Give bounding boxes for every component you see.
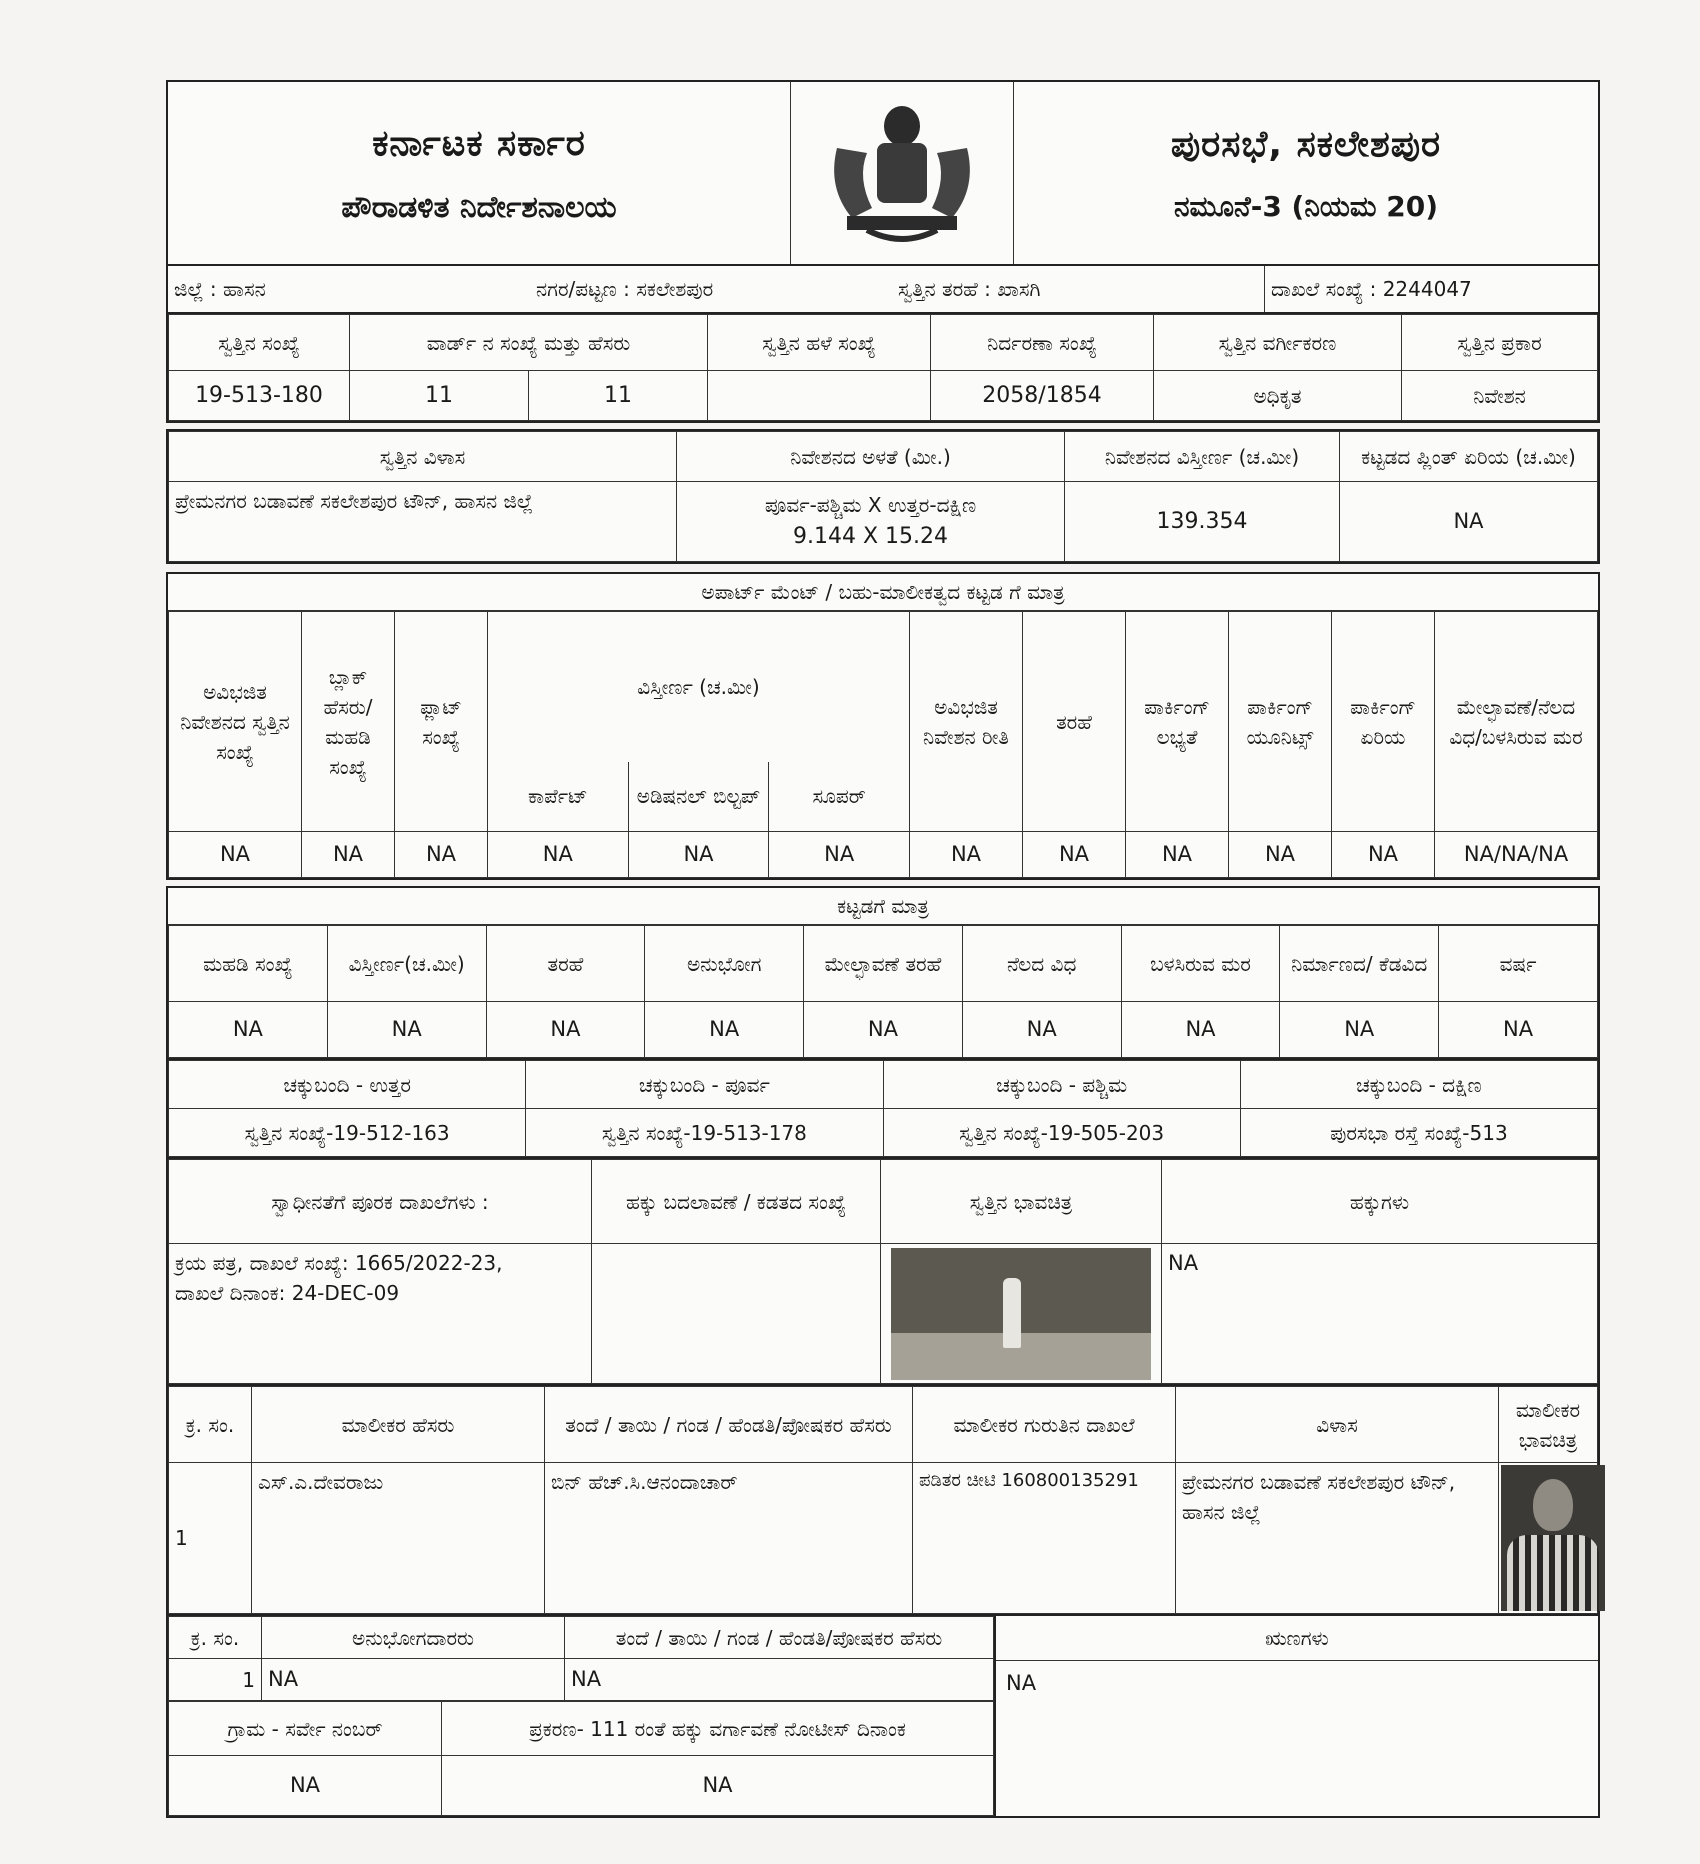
directorate-title: ಪೌರಾಡಳಿತ ನಿರ್ದೇಶನಾಲಯ — [341, 189, 617, 225]
header-survey-number: ಗ್ರಾಮ - ಸರ್ವೇ ನಂಬರ್ — [169, 1702, 442, 1756]
town-field: ನಗರ/ಪಟ್ಟಣ : ಸಕಲೇಶಪುರ — [536, 277, 714, 301]
header-apartment-type: ತರಹೆ — [1023, 612, 1126, 832]
owner-address: ಪ್ರೇಮನಗರ ಬಡಾವಣೆ ಸಕಲೇಶಪುರ ಟೌನ್, ಹಾಸನ ಜಿಲ್ಲೆ — [1176, 1463, 1499, 1614]
dimension-value: 9.144 X 15.24 — [792, 524, 949, 549]
property-address: ಪ್ರೇಮನಗರ ಬಡಾವಣೆ ಸಕಲೇಶಪುರ ಟೌನ್, ಹಾಸನ ಜಿಲ್ಲೆ — [169, 482, 677, 562]
building-value: NA — [1439, 1002, 1598, 1058]
header-site-area: ನಿವೇಶನದ ವಿಸ್ತೀರ್ಣ (ಚ.ಮೀ) — [1065, 432, 1340, 482]
boundary-west: ಸ್ವತ್ತಿನ ಸಂಖ್ಯೆ-19-505-203 — [883, 1109, 1240, 1157]
notice-date: NA — [442, 1756, 994, 1816]
apartment-value: NA — [169, 832, 302, 878]
header-transfer-file: ಹಕ್ಕು ಬದಲಾವಣೆ / ಕಡತದ ಸಂಖ್ಯೆ — [592, 1160, 881, 1244]
state-emblem — [791, 82, 1014, 264]
government-title: ಕರ್ನಾಟಕ ಸರ್ಕಾರ — [372, 122, 586, 164]
survey-number: NA — [169, 1756, 442, 1816]
municipality-title: ಪುರಸಭೆ, ಸಕಲೇಶಪುರ — [1170, 124, 1442, 165]
header-occupant-sno: ಕ್ರ. ಸಂ. — [169, 1617, 262, 1659]
header-plinth: ಕಟ್ಟಡದ ಪ್ಲಿಂತ್ ಏರಿಯ (ಚ.ಮೀ) — [1340, 432, 1598, 482]
boundary-east: ಸ್ವತ್ತಿನ ಸಂಖ್ಯೆ-19-513-178 — [526, 1109, 883, 1157]
header-ward: ವಾರ್ಡ್ ನ ಸಂಖ್ಯೆ ಮತ್ತು ಹೆಸರು — [350, 315, 708, 371]
ward-number: 11 — [350, 371, 529, 421]
district-field: ಜಿಲ್ಲೆ : ಹಾಸನ — [174, 277, 266, 301]
site-area-value: 139.354 — [1065, 482, 1340, 562]
owners-table — [166, 1386, 1600, 1616]
old-number — [708, 371, 931, 421]
building-value: NA — [645, 1002, 804, 1058]
owner-name: ಎಸ್.ಎ.ದೇವರಾಜು — [252, 1463, 545, 1614]
header-parking-availability: ಪಾರ್ಕಿಂಗ್ ಲಭ್ಯತೆ — [1126, 612, 1229, 832]
plinth-value: NA — [1340, 482, 1598, 562]
kind-value: ನಿವೇಶನ — [1402, 371, 1598, 421]
building-table — [166, 886, 1600, 1060]
apartment-value: NA — [1229, 832, 1332, 878]
header-supporting-docs: ಸ್ವಾಧೀನತೆಗೆ ಪೂರಕ ದಾಖಲೆಗಳು : — [169, 1160, 592, 1244]
header-dimension: ನಿವೇಶನದ ಅಳತೆ (ಮೀ.) — [677, 432, 1065, 482]
record-number-field: ದಾಖಲೆ ಸಂಖ್ಯೆ : 2244047 — [1271, 277, 1472, 301]
owner-photo — [1501, 1465, 1605, 1611]
header-building-type: ತರಹೆ — [486, 926, 645, 1002]
header-boundary-south: ಚಕ್ಕುಬಂದಿ - ದಕ್ಷಿಣ — [1240, 1061, 1597, 1109]
header-year: ವರ್ಷ — [1439, 926, 1598, 1002]
header-owner-sno: ಕ್ರ. ಸಂ. — [169, 1387, 252, 1463]
form-sheet — [166, 80, 1600, 1818]
apartment-title: ಅಪಾರ್ಟ್ ಮೆಂಟ್ / ಬಹು-ಮಾಲೀಕತ್ವದ ಕಟ್ಟಡ ಗೆ ಮಾತ್ರ — [168, 574, 1598, 611]
building-value: NA — [327, 1002, 486, 1058]
building-value: NA — [169, 1002, 328, 1058]
owner-sno: 1 — [169, 1463, 252, 1614]
header-floor-type: ನೆಲದ ವಿಧ — [962, 926, 1121, 1002]
header-kind: ಸ್ವತ್ತಿನ ಪ್ರಕಾರ — [1402, 315, 1598, 371]
header-usage: ಅನುಭೋಗ — [645, 926, 804, 1002]
apartment-value: NA — [488, 832, 629, 878]
building-value: NA — [486, 1002, 645, 1058]
header-construction: ನಿರ್ಮಾಣದ/ ಕೆಡವಿದ — [1280, 926, 1439, 1002]
dimension-label: ಪೂರ್ವ-ಪಶ್ಚಿಮ X ಉತ್ತರ-ದಕ್ಷಿಣ — [764, 493, 977, 517]
header-rights: ಹಕ್ಕುಗಳು — [1162, 1160, 1598, 1244]
deed-line-1: ಕ್ರಯ ಪತ್ರ, ದಾಖಲೆ ಸಂಖ್ಯೆ: 1665/2022-23, — [175, 1251, 503, 1275]
header-undivided-no: ಅವಿಭಜಿತ ನಿವೇಶನದ ಸ್ವತ್ತಿನ ಸಂಖ್ಯೆ — [169, 612, 302, 832]
bottom-section — [166, 1616, 1600, 1818]
supporting-docs — [169, 1244, 592, 1384]
boundary-north: ಸ್ವತ್ತಿನ ಸಂಖ್ಯೆ-19-512-163 — [169, 1109, 526, 1157]
building-value: NA — [1121, 1002, 1280, 1058]
header-owner-address: ವಿಳಾಸ — [1176, 1387, 1499, 1463]
apartment-value: NA — [769, 832, 910, 878]
transfer-file-value — [592, 1244, 881, 1384]
occupant-name: NA — [262, 1659, 565, 1701]
info-row — [166, 266, 1600, 314]
site-table — [166, 429, 1600, 564]
rights-value: NA — [1162, 1244, 1598, 1384]
liabilities-box — [996, 1616, 1600, 1818]
apartment-value: NA — [628, 832, 769, 878]
header-boundary-west: ಚಕ್ಕುಬಂದಿ - ಪಶ್ಚಿಮ — [883, 1061, 1240, 1109]
apartment-value: NA/NA/NA — [1435, 832, 1598, 878]
boundary-south: ಪುರಸಭಾ ರಸ್ತೆ ಸಂಖ್ಯೆ-513 — [1240, 1109, 1597, 1157]
property-photo-cell — [881, 1244, 1162, 1384]
apartment-value: NA — [1126, 832, 1229, 878]
property-table — [166, 314, 1600, 423]
documents-table — [166, 1159, 1600, 1386]
header-owner-name: ಮಾಲೀಕರ ಹೆಸರು — [252, 1387, 545, 1463]
apartment-value: NA — [910, 832, 1023, 878]
header-owner-id: ಮಾಲೀಕರ ಗುರುತಿನ ದಾಖಲೆ — [913, 1387, 1176, 1463]
occupants-table — [166, 1616, 996, 1818]
building-value: NA — [1280, 1002, 1439, 1058]
header-parking-area: ಪಾರ್ಕಿಂಗ್ ಏರಿಯ — [1332, 612, 1435, 832]
header-liabilities: ಋಣಗಳು — [996, 1616, 1598, 1661]
apartment-table — [166, 572, 1600, 880]
header-wood-used: ಬಳಸಿರುವ ಮರ — [1121, 926, 1280, 1002]
owner-relation: ಬಿನ್ ಹೆಚ್.ಸಿ.ಆನಂದಾಚಾರ್ — [545, 1463, 913, 1614]
apartment-value: NA — [302, 832, 395, 878]
header-owner-photo: ಮಾಲೀಕರ ಭಾವಚಿತ್ರ — [1499, 1387, 1598, 1463]
header-classification: ಸ್ವತ್ತಿನ ವರ್ಗೀಕರಣ — [1154, 315, 1402, 371]
header-additional: ಅಡಿಷನಲ್ ಬಿಲ್ಟಪ್ — [628, 762, 769, 832]
owner-photo-cell — [1499, 1463, 1598, 1614]
header-notice-date: ಪ್ರಕರಣ- 111 ರಂತೆ ಹಕ್ಕು ವರ್ಗಾವಣೆ ನೋಟೀಸ್ ದಿನಾಂಕ — [442, 1702, 994, 1756]
apartment-value: NA — [1023, 832, 1126, 878]
deed-line-2: ದಾಖಲೆ ದಿನಾಂಕ: 24-DEC-09 — [175, 1281, 400, 1305]
boundaries-table — [166, 1060, 1600, 1159]
header-roof-type: ಮೇಲ್ಛಾವಣೆ ತರಹೆ — [804, 926, 963, 1002]
form-header — [166, 80, 1600, 266]
ward-name: 11 — [529, 371, 708, 421]
occupant-sno: 1 — [169, 1659, 262, 1701]
owner-row — [169, 1463, 1598, 1614]
apartment-value: NA — [1332, 832, 1435, 878]
header-flat: ಫ್ಲಾಟ್ ಸಂಖ್ಯೆ — [395, 612, 488, 832]
building-value: NA — [804, 1002, 963, 1058]
liabilities-value: NA — [1006, 1671, 1037, 1695]
header-property-no: ಸ್ವತ್ತಿನ ಸಂಖ್ಯೆ — [169, 315, 350, 371]
header-share: ಅವಿಭಜಿತ ನಿವೇಶನ ರೀತಿ — [910, 612, 1023, 832]
header-assessment-no: ನಿರ್ದರಣಾ ಸಂಖ್ಯೆ — [931, 315, 1154, 371]
building-title: ಕಟ್ಟಡಗೆ ಮಾತ್ರ — [168, 888, 1598, 925]
header-carpet: ಕಾರ್ಪೆಟ್ — [488, 762, 629, 832]
occupant-relation: NA — [565, 1659, 994, 1701]
header-block: ಬ್ಲಾಕ್ ಹೆಸರು/ ಮಹಡಿ ಸಂಖ್ಯೆ — [302, 612, 395, 832]
header-owner-relation: ತಂದೆ / ತಾಯಿ / ಗಂಡ / ಹೆಂಡತಿ/ಪೋಷಕರ ಹೆಸರು — [545, 1387, 913, 1463]
classification-value: ಅಧಿಕೃತ — [1154, 371, 1402, 421]
property-type-field: ಸ್ವತ್ತಿನ ತರಹೆ : ಖಾಸಗಿ — [892, 266, 1265, 312]
emblem-icon — [817, 98, 987, 248]
header-building-area: ವಿಸ್ತೀರ್ಣ(ಚ.ಮೀ) — [327, 926, 486, 1002]
form-number: ನಮೂನೆ-3 (ನಿಯಮ 20) — [1173, 190, 1439, 223]
header-floor-no: ಮಹಡಿ ಸಂಖ್ಯೆ — [169, 926, 328, 1002]
header-parking-units: ಪಾರ್ಕಿಂಗ್ ಯೂನಿಟ್ಸ್ — [1229, 612, 1332, 832]
assessment-number: 2058/1854 — [931, 371, 1154, 421]
header-address: ಸ್ವತ್ತಿನ ವಿಳಾಸ — [169, 432, 677, 482]
header-roof-floor-wood: ಮೇಲ್ಛಾವಣೆ/ನೆಲದ ವಿಧ/ಬಳಸಿರುವ ಮರ — [1435, 612, 1598, 832]
header-super: ಸೂಪರ್ — [769, 762, 910, 832]
header-boundary-east: ಚಕ್ಕುಬಂದಿ - ಪೂರ್ವ — [526, 1061, 883, 1109]
property-number: 19-513-180 — [169, 371, 350, 421]
property-photo — [891, 1248, 1151, 1380]
header-apartment-area: ವಿಸ್ತೀರ್ಣ (ಚ.ಮೀ) — [488, 612, 910, 762]
header-old-no: ಸ್ವತ್ತಿನ ಹಳೆ ಸಂಖ್ಯೆ — [708, 315, 931, 371]
apartment-value: NA — [395, 832, 488, 878]
building-value: NA — [962, 1002, 1121, 1058]
dimension-cell — [677, 482, 1065, 562]
header-occupant-name: ಅನುಭೋಗದಾರರು — [262, 1617, 565, 1659]
header-property-photo: ಸ್ವತ್ತಿನ ಭಾವಚಿತ್ರ — [881, 1160, 1162, 1244]
owner-id-doc: ಪಡಿತರ ಚೀಟಿ 160800135291 — [913, 1463, 1176, 1614]
header-boundary-north: ಚಕ್ಕುಬಂದಿ - ಉತ್ತರ — [169, 1061, 526, 1109]
header-occupant-relation: ತಂದೆ / ತಾಯಿ / ಗಂಡ / ಹೆಂಡತಿ/ಪೋಷಕರ ಹೆಸರು — [565, 1617, 994, 1659]
